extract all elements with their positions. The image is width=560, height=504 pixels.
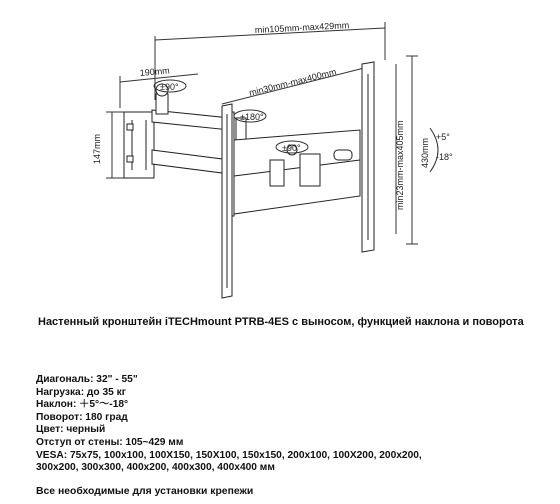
rotation-label-mid: ±180° — [240, 112, 264, 122]
spec-list — [36, 374, 551, 475]
dim-label-147: 147mm — [92, 133, 102, 164]
tilt-up-label: +5° — [436, 132, 450, 142]
spec-diagonal: Диагональ: 32" - 55" — [36, 374, 138, 385]
spec-tilt: Наклон: ＋5°～-18° — [36, 399, 129, 411]
rotation-label-right: ±90° — [282, 143, 301, 153]
footer-note: Все необходимые для установки крепежи — [36, 486, 254, 497]
dim-label-190: 190mm — [139, 65, 171, 78]
dim-label-middle: min30mm-max400mm — [248, 66, 338, 98]
dim-label-430: 430mm — [420, 137, 430, 168]
product-caption: Настенный кронштейн iTECHmount PTRB-4ES с выносом, функцией наклона и поворота — [38, 316, 524, 328]
spec-rotation: Поворот: 180 град — [36, 411, 128, 423]
dim-label-depth: min23mm-max405mm — [395, 120, 405, 210]
spec-load: Нагрузка: до 35 кг — [36, 386, 126, 398]
wall-plate — [124, 112, 154, 178]
dim-label-top: min105mm-max429mm — [254, 20, 350, 35]
upper-arm — [152, 84, 230, 174]
spec-color: Цвет: черный — [36, 424, 106, 436]
spec-wall-offset: Отступ от стены: 105~429 мм — [36, 436, 184, 448]
spec-vesa-line2: 300x200, 300x300, 400x200, 400x300, 400x400 мм — [36, 462, 275, 474]
tilt-down-label: -18° — [436, 152, 453, 162]
rotation-label-top: ±90° — [160, 82, 179, 92]
spec-vesa-line1: VESA: 75x75, 100x100, 100X150, 150X100, 150x150, 200x100, 100X200, 200x200, — [36, 449, 422, 461]
